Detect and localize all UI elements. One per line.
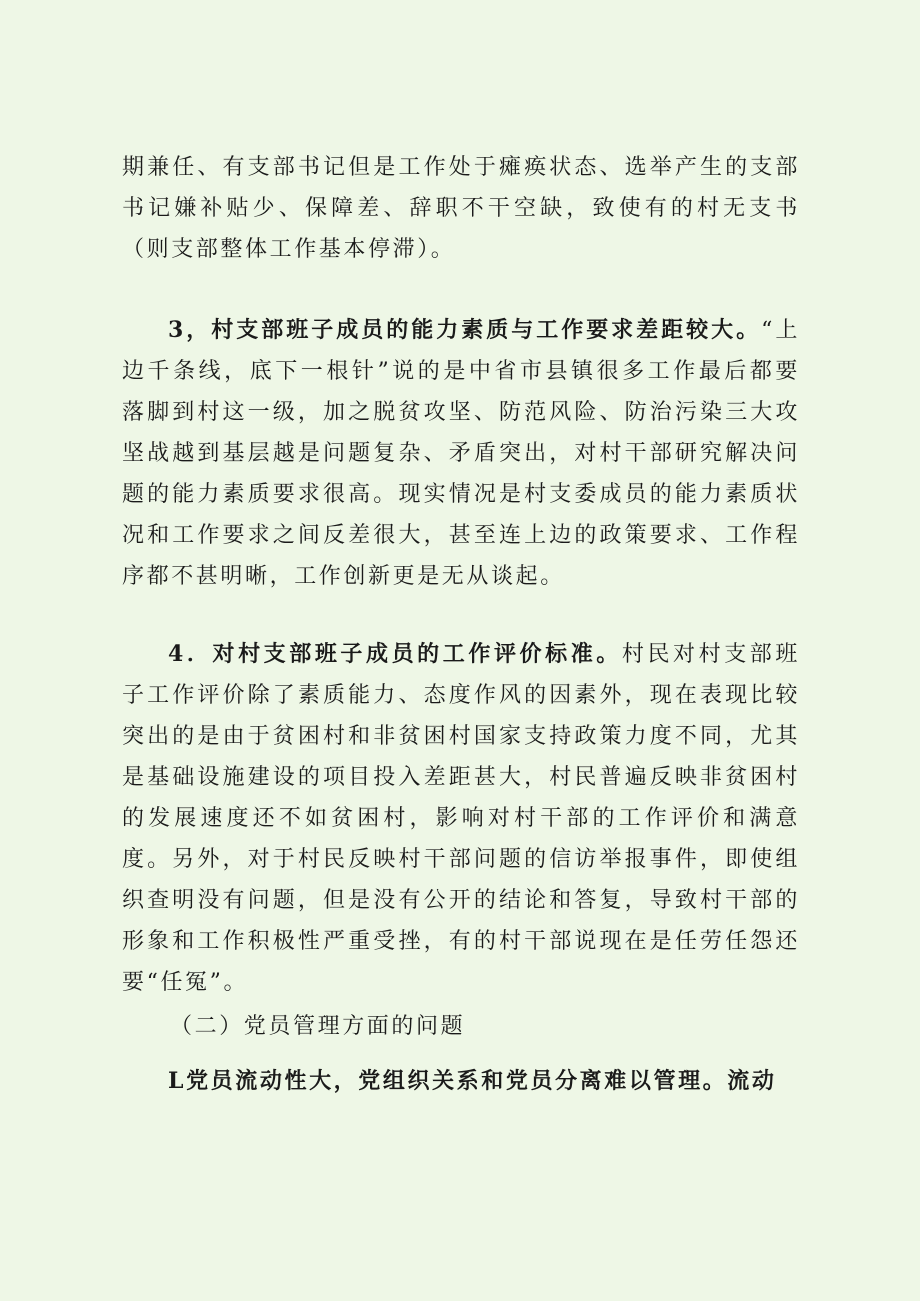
paragraph-lead: 3，村支部班子成员的能力素质与工作要求差距较大。 [168, 317, 762, 343]
paragraph-item-1 [122, 1061, 800, 1102]
paragraph-text: “上边千条线，底下一根针”说的是中省市县镇很多工作最后都要落脚到村这一级，加之脱贫攻坚、防范风险、防治污染三大攻坚战越到基层越是问题复杂、矛盾突出，对村干部研究解决问题的能力素质要求很高。现实情况是村支委成员的能力素质状况和工作要求之间反差很大，甚至连上边的政策要求、工作程序都不甚明晰，工作创新更是无从谈起。 [122, 318, 800, 589]
paragraph-text: 期兼任、有支部书记但是工作处于瘫痪状态、选举产生的支部书记嫌补贴少、保障差、辞职不干空缺，致使有的村无支书（则支部整体工作基本停滞）。 [122, 155, 800, 262]
paragraph-lead: 4．对村支部班子成员的工作评价标准。 [168, 641, 622, 667]
paragraph-lead: L党员流动性大，党组织关系和党员分离难以管理。流动 [168, 1068, 777, 1094]
paragraph-text: 村民对村支部班子工作评价除了素质能力、态度作风的因素外，现在表现比较突出的是由于贫困村和非贫困村国家支持政策力度不同，尤其是基础设施建设的项目投入差距甚大，村民普遍反映非贫困村的发展速度还不如贫困村，影响对村干部的工作评价和满意度。另外，对于村民反映村干部问题的信访举报事件，即使组织查明没有问题，但是没有公开的结论和答复，导致村干部的形象和工作积极性严重受挫，有的村干部说现在是任劳任怨还要“任冤”。 [122, 642, 800, 995]
paragraph-item-3 [122, 310, 800, 597]
section-heading: （二）党员管理方面的问题 [170, 1014, 466, 1039]
paragraph-continuation [122, 147, 800, 270]
paragraph-item-4 [122, 634, 800, 1003]
